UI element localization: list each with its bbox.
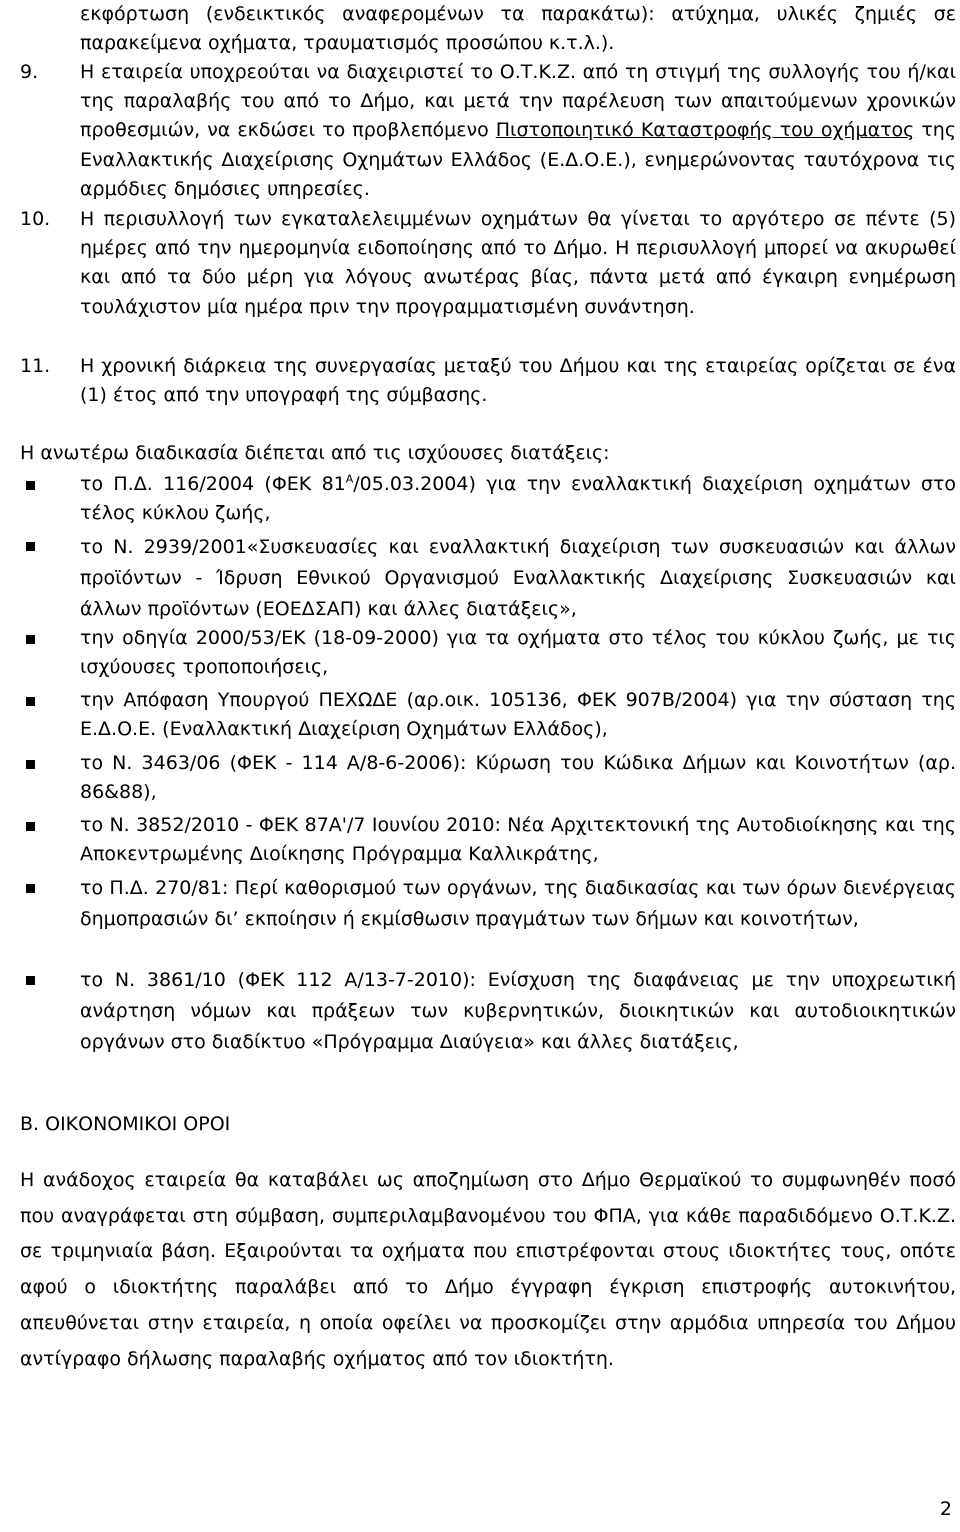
- text-span: /05.03.2004) για την εναλλακτική διαχείριση οχημάτων στο τέλος κύκλου ζωής,: [80, 473, 956, 525]
- bullet-icon: [26, 542, 35, 551]
- list-item-number: 9.: [20, 61, 39, 83]
- provision-item: την Απόφαση Υπουργού ΠΕΧΩΔΕ (αρ.οικ. 105136, ΦΕΚ 907Β/2004) για την σύσταση της Ε.Δ.Ο.Ε. (Εναλλακτική Διαχείριση Οχημάτων Ελλάδος),: [80, 689, 956, 741]
- bullet-icon: [26, 481, 35, 490]
- provisions-intro: Η ανωτέρω διαδικασία διέπεται από τις ισχύουσες διατάξεις:: [20, 442, 610, 464]
- certificate-link-text: Πιστοποιητικό Καταστροφής του οχήματος: [495, 119, 915, 142]
- bullet-icon: [26, 976, 35, 985]
- list-item-text: [80, 58, 956, 204]
- provision-item: το Ν. 3463/06 (ΦΕΚ - 114 Α/8-6-2006): Κύρωση του Κώδικα Δήμων και Κοινοτήτων (αρ. 86&88),: [80, 752, 956, 804]
- list-item-text: εκφόρτωση (ενδεικτικός αναφερομένων τα παρακάτω): ατύχημα, υλικές ζημιές σε παρακείμενα οχήματα, τραυματισμός προσώπου κ.τ.λ.).: [80, 3, 956, 55]
- provision-item: το Π.Δ. 270/81: Περί καθορισμού των οργάνων, της διαδικασίας και των όρων διενέργειας δημοπρασιών δι’ εκποίησιν ή εκμίσθωσιν πραγμάτων των δήμων και κοινοτήτων,: [80, 877, 956, 930]
- bullet-icon: [26, 760, 35, 769]
- provision-item: το Ν. 3852/2010 - ΦΕΚ 87Α'/7 Ιουνίου 2010: Νέα Αρχιτεκτονική της Αυτοδιοίκησης και της Αποκεντρωμένης Διοίκησης Πρόγραμμα Καλλικράτης,: [80, 814, 956, 866]
- provision-item: το Ν. 2939/2001«Συσκευασίες και εναλλακτική διαχείριση των συσκευασιών και άλλων προϊόντων - Ίδρυση Εθνικού Οργανισμού Εναλλακτικής Διαχείρισης Συσκευασιών και άλλων προϊόντων (ΕΟΕΔΣΑΠ) και άλλες διατάξεις»,: [80, 536, 956, 620]
- bullet-icon: [26, 884, 35, 893]
- text-span: Η εταιρεία υποχρεούται να διαχειριστεί το Ο.Τ.Κ.Ζ. από τη στιγμή της συλλογής του ή/και της παραλαβής του από το Δήμο, και μετά την παρέλευση των απαιτούμενων χρονικών προθεσμιών, να εκδώσει το προβλεπόμενο: [80, 61, 956, 142]
- text-span: το Π.Δ. 116/2004 (ΦΕΚ 81: [80, 473, 346, 495]
- list-item-number: 11.: [20, 355, 51, 377]
- superscript: Α: [345, 472, 354, 486]
- list-item-text: Η χρονική διάρκεια της συνεργασίας μεταξύ του Δήμου και της εταιρείας ορίζεται σε ένα (1) έτος από την υπογραφή της σύμβασης.: [80, 355, 956, 407]
- bullet-icon: [26, 697, 35, 706]
- page-number: 2: [939, 1498, 952, 1520]
- bullet-icon: [26, 635, 35, 644]
- provision-item: την οδηγία 2000/53/ΕΚ (18-09-2000) για τα οχήματα στο τέλος του κύκλου ζωής, με τις ισχύουσες τροποποιήσεις,: [80, 627, 956, 679]
- list-item-number: 10.: [20, 208, 51, 230]
- bullet-icon: [26, 822, 35, 831]
- list-item-text: Η περισυλλογή των εγκαταλελειμμένων οχημάτων θα γίνεται το αργότερο σε πέντε (5) ημέρες από την ημερομηνία ειδοποίησης από το Δήμο. Η περισυλλογή μπορεί να ακυρωθεί και από τα δύο μέρη για λόγους ανωτέρας βίας, πάντα μετά από έγκαιρη ενημέρωση τουλάχιστον μία ημέρα πριν την προγραμματισμένη συνάντηση.: [80, 208, 956, 318]
- provision-item: το Ν. 3861/10 (ΦΕΚ 112 Α/13-7-2010): Ενίσχυση της διαφάνειας με την υποχρεωτική ανάρτηση νόμων και πράξεων των κυβερνητικών, διοικητικών και αυτοδιοικητικών οργάνων στο διαδίκτυο «Πρόγραμμα Διαύγεια» και άλλες διατάξεις,: [80, 969, 956, 1053]
- section-b-text: Η ανάδοχος εταιρεία θα καταβάλει ως αποζημίωση στο Δήμο Θερμαϊκού το συμφωνηθέν ποσό που αναγράφεται στη σύμβαση, συμπεριλαμβανομένου του ΦΠΑ, για κάθε παραδιδόμενο Ο.Τ.Κ.Ζ. σε τριμηνιαία βάση. Εξαιρούνται τα οχήματα που επιστρέφονται στους ιδιοκτήτες τους, οπότε αφού ο ιδιοκτήτης παραλάβει από το Δήμο έγγραφη έγκριση επιστροφής αυτοκινήτου, απευθύνεται στην εταιρεία, η οποία οφείλει να προσκομίζει στην αρμόδια υπηρεσία του Δήμου αντίγραφο δήλωσης παραλαβής οχήματος από τον ιδιοκτήτη.: [20, 1169, 956, 1370]
- section-b-title: Β. ΟΙΚΟΝΟΜΙΚΟΙ ΟΡΟΙ: [20, 1113, 231, 1135]
- text-span: της Εναλλακτικής Διαχείρισης Οχημάτων Ελλάδος (Ε.Δ.Ο.Ε.), ενημερώνοντας ταυτόχρονα τις αρμόδιες δημόσιες υπηρεσίες.: [80, 119, 956, 200]
- provision-item: [80, 470, 956, 528]
